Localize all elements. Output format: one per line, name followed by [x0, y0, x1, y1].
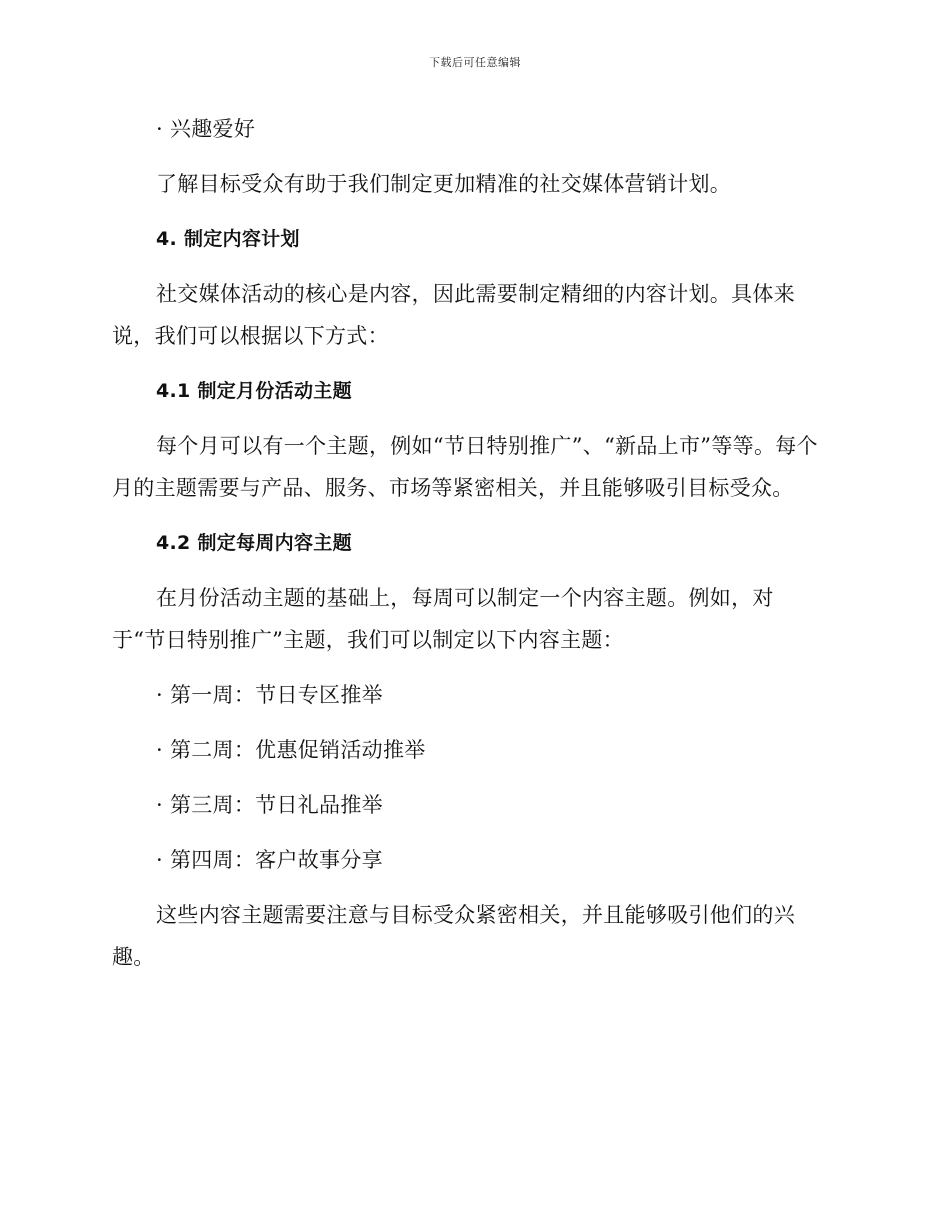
- paragraph-monthly: 每个月可以有一个主题，例如“节日特别推广”、“新品上市”等等。每个月的主题需要与产品、服务、市场等紧密相关，并且能够吸引目标受众。: [112, 434, 818, 500]
- bullet-interest: · 兴趣爱好: [156, 117, 256, 141]
- bullet-week-1: · 第一周：节日专区推举: [156, 683, 383, 707]
- bullet-week-4: · 第四周：客户故事分享: [156, 848, 383, 872]
- heading-weekly-theme: 4.2 制定每周内容主题: [156, 532, 352, 554]
- paragraph-audience: 了解目标受众有助于我们制定更加精准的社交媒体营销计划。: [156, 172, 732, 196]
- heading-content-plan: 4. 制定内容计划: [156, 228, 300, 250]
- page-header: 下载后可任意编辑: [429, 56, 521, 69]
- paragraph-core: 社交媒体活动的核心是内容，因此需要制定精细的内容计划。具体来说，我们可以根据以下方式：: [112, 282, 795, 348]
- bullet-week-2: · 第二周：优惠促销活动推举: [156, 738, 426, 762]
- bullet-week-3: · 第三周：节日礼品推举: [156, 793, 383, 817]
- heading-monthly-theme: 4.1 制定月份活动主题: [156, 380, 352, 402]
- paragraph-weekly: 在月份活动主题的基础上，每周可以制定一个内容主题。例如，对于“节日特别推广”主题，我们可以制定以下内容主题：: [112, 586, 774, 652]
- document-body: [112, 108, 824, 991]
- paragraph-closing: 这些内容主题需要注意与目标受众紧密相关，并且能够吸引他们的兴趣。: [112, 903, 795, 969]
